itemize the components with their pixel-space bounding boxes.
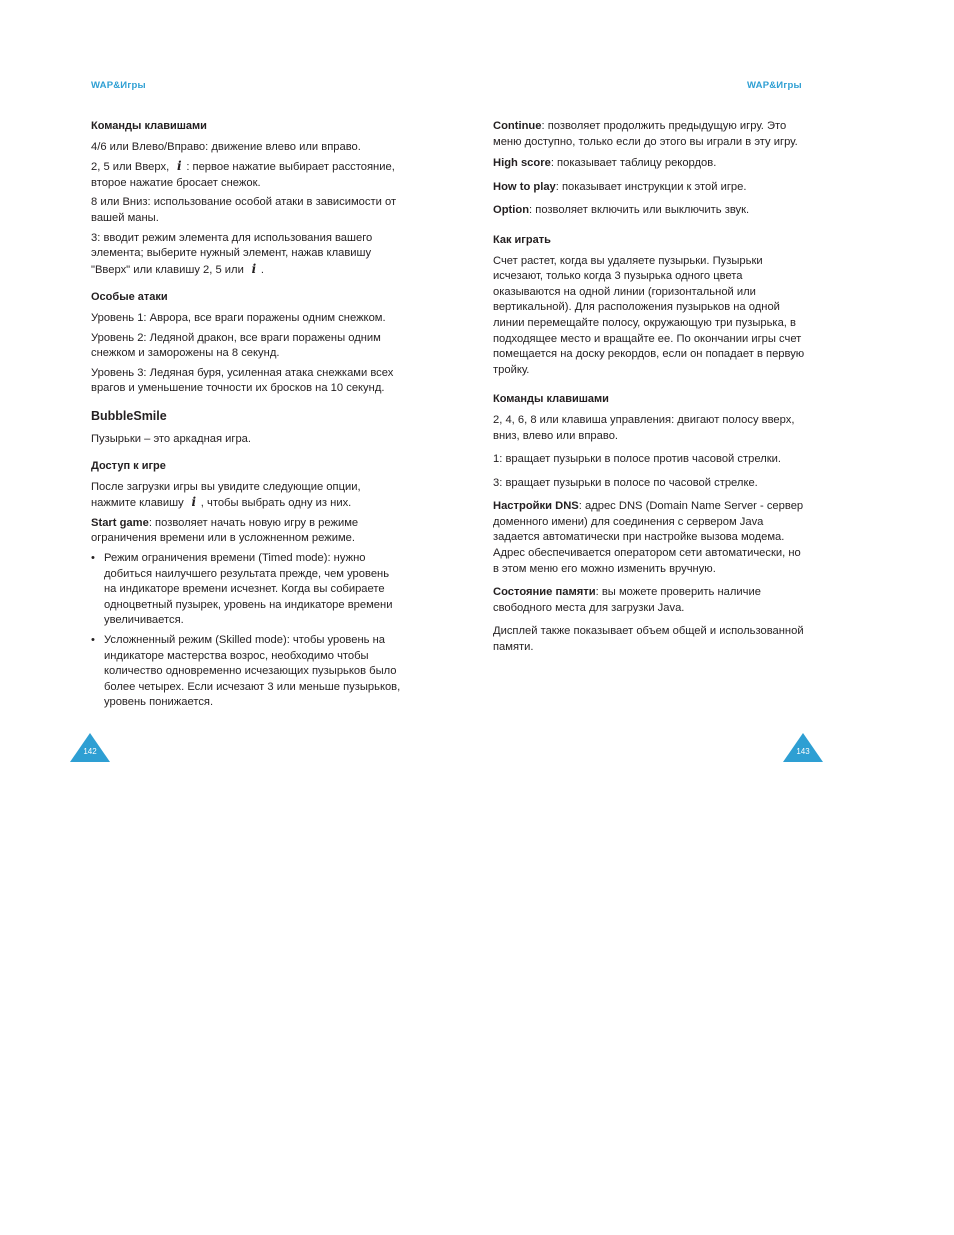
game-description: Пузырьки – это аркадная игра.: [91, 432, 252, 445]
continue-text: : позволяет продолжить предыдущую игру. Это меню доступно, только если до этого вы играли в эту игру.: [493, 120, 798, 148]
option-option: [493, 203, 807, 219]
keys-line-2-b: : первое нажатие выбирает расстояние, второе нажатие бросает снежок.: [91, 161, 395, 189]
keys-right-1: 2, 4, 6, 8 или клавиша управления: двигают полосу вверх, вниз, влево или вправо.: [493, 413, 795, 442]
navigation-key-icon: i: [191, 495, 197, 510]
access-heading: Доступ к игре: [91, 460, 166, 473]
keys-right-2: 1: вращает пузырьки в полосе против часовой стрелки.: [493, 453, 781, 466]
navigation-key-icon: i: [177, 159, 182, 174]
start-game-option: [91, 516, 403, 547]
list-item-text: Режим ограничения времени (Timed mode): нужно добиться наилучшего результата прежде, чем уровень на индикаторе времени исчезнет. Когда вы собираете одноцветный пузырек, уровень на индикаторе времени увеличивается.: [104, 552, 393, 627]
left-column: [91, 119, 403, 715]
access-text-a: После загрузки игры вы увидите следующие опции, нажмите клавишу: [91, 480, 361, 510]
continue-option: [493, 119, 807, 150]
keys-line-1: 4/6 или Влево/Вправо: движение влево или вправо.: [91, 140, 361, 153]
page-number-right: [783, 733, 823, 763]
game-title: BubbleSmile: [91, 408, 167, 423]
keys-line-4-b: .: [260, 263, 265, 276]
special-attack-3: Уровень 3: Ледяная буря, усиленная атака снежками всех врагов и уменьшение точности их бросков на 10 секунд.: [91, 366, 394, 395]
navigation-key-icon: i: [251, 261, 257, 276]
keys-line-4: [91, 231, 403, 279]
memory-status: [493, 585, 807, 616]
memory-text: : вы можете проверить наличие свободного места для загрузки Java.: [493, 586, 761, 614]
bullet-icon: •: [91, 552, 95, 565]
highscore-text: : показывает таблицу рекордов.: [550, 157, 717, 170]
keys-line-2-a: 2, 5 или Вверх,: [91, 161, 170, 174]
list-item-text: Усложненный режим (Skilled mode): чтобы уровень на индикаторе мастерства возрос, необходимо чтобы количество одновременно исчезающих пузырьков было более четырех. Если исчезают 3 или меньше пузырьков, уровень понижается.: [104, 634, 401, 709]
bullet-icon: •: [91, 634, 95, 647]
option-text: : позволяет включить или выключить звук.: [529, 204, 750, 217]
howto-text: : показывает инструкции к этой игре.: [555, 180, 747, 193]
highscore-option: [493, 156, 807, 172]
start-game-label: Start game: [91, 516, 149, 529]
access-text-b: , чтобы выбрать одну из них.: [200, 497, 352, 510]
keys-line-2: [91, 159, 403, 191]
option-label: Option: [493, 204, 530, 217]
memory-label: Состояние памяти: [493, 586, 596, 599]
page-number-left-text: 142: [83, 747, 97, 756]
how-to-play-heading: Как играть: [493, 233, 551, 246]
keys-line-3: 8 или Вниз: использование особой атаки в зависимости от вашей маны.: [91, 196, 397, 224]
howto-label: How to play: [493, 180, 556, 193]
keys-heading-left: Команды клавишами: [91, 120, 207, 132]
page-number-left: [70, 733, 110, 763]
keys-heading-right: Команды клавишами: [493, 393, 609, 406]
start-game-text: : позволяет начать новую игру в режиме ограничения времени или в усложненном режиме.: [91, 516, 359, 545]
continue-label: Continue: [493, 120, 542, 132]
dns-settings: [493, 499, 807, 577]
display-note: Дисплей также показывает объем общей и использованной памяти.: [493, 625, 804, 654]
special-attacks-heading: Особые атаки: [91, 291, 168, 304]
right-column: [493, 119, 807, 660]
page-number-right-text: 143: [796, 747, 810, 756]
keys-line-4-a: 3: вводит режим элемента для использования вашего элемента; выберите нужный элемент, нажав клавишу "Вверх" или клавишу 2, 5 или: [91, 231, 373, 276]
running-header-right: WAP&Игры: [747, 80, 802, 91]
game-modes-list: [91, 551, 403, 711]
dns-text: : адрес DNS (Domain Name Server - сервер доменного имени) для соединения с сервером Java задается автоматически при настройке вызова модема. Адрес обеспечивается оператором сети автоматически, но в этом меню его можно изменить вручную.: [493, 500, 804, 575]
list-item: [91, 551, 403, 629]
list-item: [91, 633, 403, 711]
how-to-play-text: Счет растет, когда вы удаляете пузырьки. Пузырьки исчезают, только когда 3 пузырька одного цвета оказываются на одной линии (горизонтальной или вертикальной). Для расположения пузырьков на одной линии перемещайте полосу, окружающую три пузырька, в подходящее место и вращайте ее. По окончании игры счет помещается на доску рекордов, если он попадает в первую тройку.: [493, 254, 805, 376]
dns-label: Настройки DNS: [493, 500, 579, 513]
running-header-left: WAP&Игры: [91, 80, 146, 91]
highscore-label: High score: [493, 157, 551, 170]
howto-option: [493, 180, 807, 196]
special-attack-2: Уровень 2: Ледяной дракон, все враги поражены одним снежком и заморожены на 8 секунд.: [91, 331, 381, 360]
access-text: [91, 480, 403, 512]
keys-right-3: 3: вращает пузырьки в полосе по часовой стрелке.: [493, 476, 758, 489]
special-attack-1: Уровень 1: Аврора, все враги поражены одним снежком.: [91, 311, 386, 324]
